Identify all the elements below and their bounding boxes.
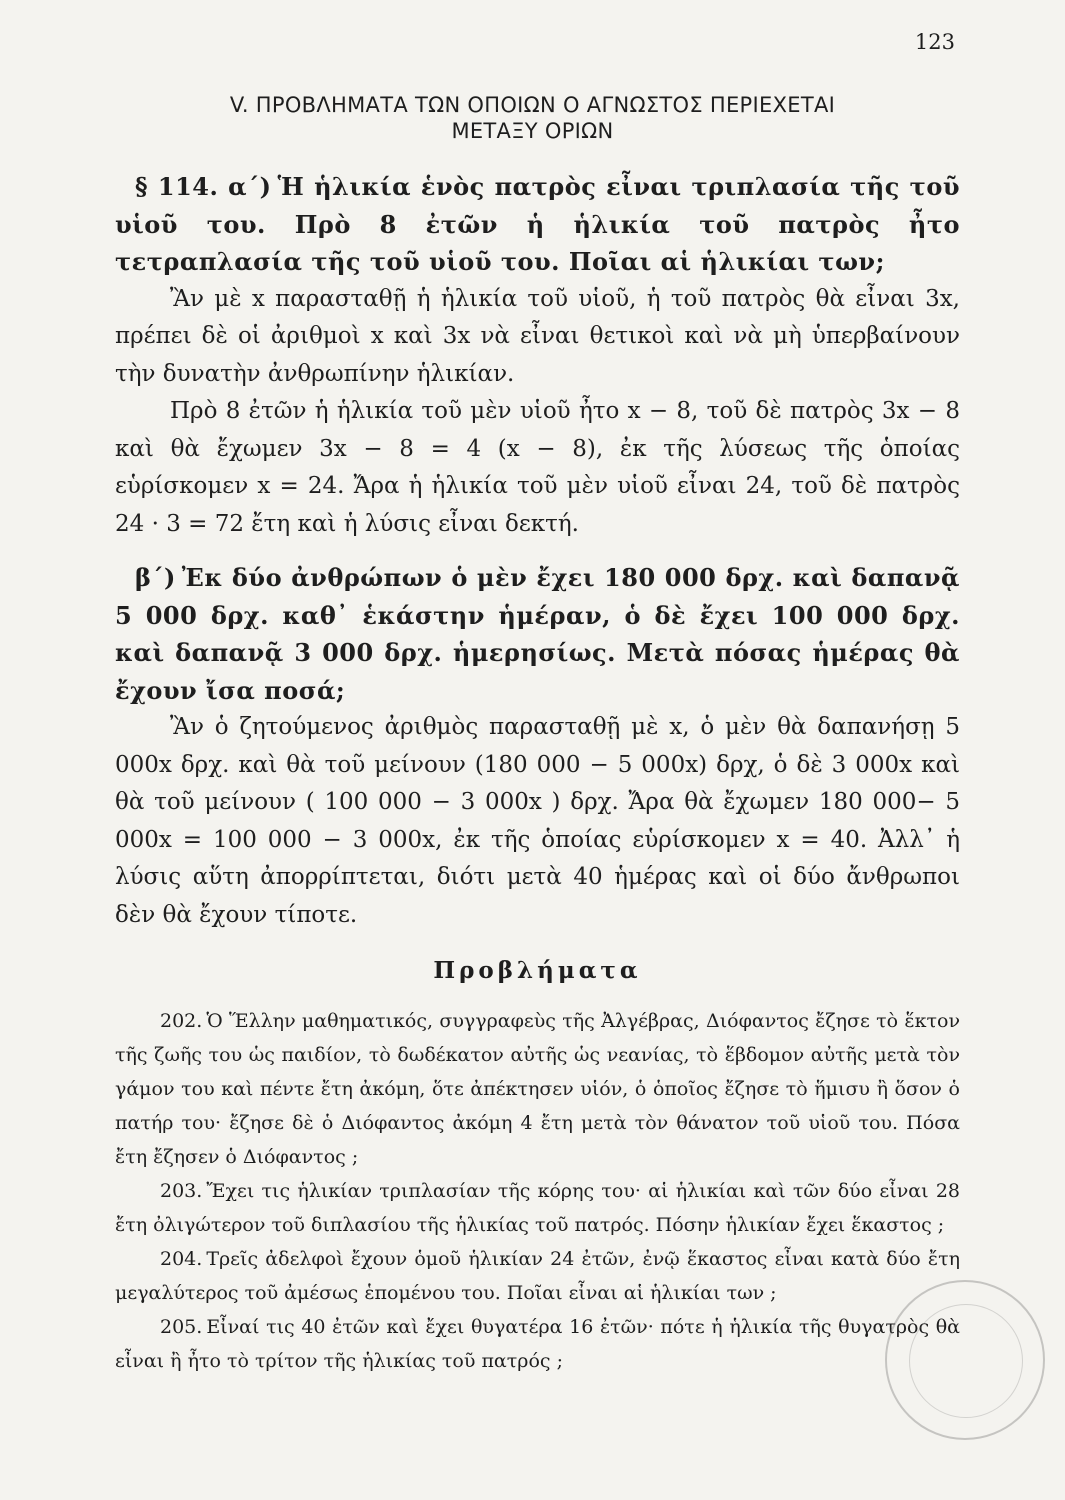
example-b-statement	[115, 559, 960, 709]
example-b-statement-text: Ἐκ δύο ἀνθρώπων ὁ μὲν ἔχει 180 000 δρχ. καὶ δαπανᾷ 5 000 δρχ. καθ᾽ ἑκάστην ἡμέραν, ὁ δὲ ἔχει 100 000 δρχ. καὶ δαπανᾷ 3 000 δρχ. ἡμερησίως. Μετὰ πόσας ἡμέρας θὰ ἔχουν ἴσα ποσά;	[115, 563, 960, 705]
library-stamp-seal	[885, 1280, 1045, 1440]
example-a-statement	[115, 168, 960, 281]
example-a-solution-1: Ἂν μὲ x παρασταθῇ ἡ ἡλικία τοῦ υἱοῦ, ἡ τοῦ πατρὸς θὰ εἶναι 3x, πρέπει δὲ οἱ ἀριθμοὶ x καὶ 3x νὰ εἶναι θετικοὶ καὶ νὰ μὴ ὑπερβαίνουν τὴν δυνατὴν ἀνθρωπίνην ἡλικίαν.	[115, 285, 960, 387]
example-b-solution: Ἂν ὁ ζητούμενος ἀριθμὸς παρασταθῇ μὲ x, ὁ μὲν θὰ δαπανήσῃ 5 000x δρχ. καὶ θὰ τοῦ μείνουν (180 000 − 5 000x) δρχ, ὁ δὲ 3 000x καὶ θὰ τοῦ μείνουν ( 100 000 − 3 000x ) δρχ. Ἄρα θὰ ἔχωμεν 180 000− 5 000x = 100 000 − 3 000x, ἐκ τῆς ὁποίας εὑρίσκομεν x = 40. Ἀλλ᾽ ἡ λύσις αὕτη ἀπορρίπτεται, διότι μετὰ 40 ἡμέρας καὶ οἱ δύο ἄνθρωποι δὲν θὰ ἔχουν τίποτε.	[115, 714, 960, 928]
exercise-text: Ὁ Ἕλλην μαθηματικός, συγγραφεὺς τῆς Ἀλγέβρας, Διόφαντος ἔζησε τὸ ἕκτον τῆς ζωῆς του ὡς παιδίον, τὸ δωδέκατον αὐτῆς ὡς νεανίας, τὸ ἕβδομον αὐτῆς μετὰ τὸν γάμον του καὶ πέντε ἔτη ἀκόμη, ὅτε ἀπέκτησεν υἱόν, ὁ ὁποῖος ἔζησε τὸ ἥμισυ ἢ ὅσον ὁ πατήρ του· ἔζησε δὲ ὁ Διόφαντος ἀκόμη 4 ἔτη μετὰ τὸν θάνατον τοῦ υἱοῦ του. Πόσα ἔτη ἔζησεν ὁ Διόφαντος ;	[115, 1010, 960, 1168]
exercise-item	[115, 1004, 960, 1174]
example-a-number: § 114. α΄)	[135, 172, 272, 201]
exercise-text: Ἔχει τις ἡλικίαν τριπλασίαν τῆς κόρης του· αἱ ἡλικίαι καὶ τῶν δύο εἶναι 28 ἔτη ὀλιγώτερον τοῦ διπλασίου τῆς ἡλικίας τοῦ πατρός. Πόσην ἡλικίαν ἔχει ἕκαστος ;	[115, 1180, 960, 1236]
section-title-line-2: ΜΕΤΑΞΥ ΟΡΙΩΝ	[451, 119, 614, 143]
page-number: 123	[914, 30, 955, 54]
section-title	[110, 92, 955, 144]
exercise-text: Εἶναί τις 40 ἐτῶν καὶ ἔχει θυγατέρα 16 ἐτῶν· πότε ἡ ἡλικία τῆς θυγατρὸς θὰ εἶναι ἢ ἦτο τὸ τρίτον τῆς ἡλικίας τοῦ πατρός ;	[115, 1316, 960, 1372]
exercise-number: 203.	[160, 1180, 203, 1202]
exercise-item	[115, 1174, 960, 1242]
page-content	[115, 168, 960, 1378]
example-b-number: β΄)	[135, 563, 176, 592]
exercise-text: Τρεῖς ἀδελφοὶ ἔχουν ὁμοῦ ἡλικίαν 24 ἐτῶν, ἐνῷ ἕκαστος εἶναι κατὰ δύο ἔτη μεγαλύτερος τοῦ ἀμέσως ἑπομένου του. Ποῖαι εἶναι αἱ ἡλικίαι των ;	[115, 1248, 960, 1304]
spacer	[115, 543, 960, 559]
example-a-statement-text: Ἡ ἡλικία ἑνὸς πατρὸς εἶναι τριπλασία τῆς τοῦ υἱοῦ του. Πρὸ 8 ἐτῶν ἡ ἡλικία τοῦ πατρὸς ἦτο τετραπλασία τῆς τοῦ υἱοῦ του. Ποῖαι αἱ ἡλικίαι των;	[115, 172, 960, 276]
exercise-list	[115, 1004, 960, 1378]
problems-heading: Προβλήματα	[433, 957, 642, 984]
exercise-number: 205.	[160, 1316, 203, 1338]
example-a-solution-2: Πρὸ 8 ἐτῶν ἡ ἡλικία τοῦ μὲν υἱοῦ ἦτο x − 8, τοῦ δὲ πατρὸς 3x − 8 καὶ θὰ ἔχωμεν 3x − 8 = 4 (x − 8), ἐκ τῆς λύσεως τῆς ὁποίας εὑρίσκομεν x = 24. Ἄρα ἡ ἡλικία τοῦ μὲν υἱοῦ εἶναι 24, τοῦ δὲ πατρὸς 24 · 3 = 72 ἔτη καὶ ἡ λύσις εἶναι δεκτή.	[115, 398, 960, 537]
exercise-number: 202.	[160, 1010, 203, 1032]
exercise-item	[115, 1242, 960, 1310]
section-title-line-1: V. ΠΡΟΒΛΗΜΑΤΑ ΤΩΝ ΟΠΟΙΩΝ Ο ΑΓΝΩΣΤΟΣ ΠΕΡΙΕΧΕΤΑΙ	[229, 93, 836, 117]
exercise-item	[115, 1310, 960, 1378]
exercise-number: 204.	[160, 1248, 203, 1270]
